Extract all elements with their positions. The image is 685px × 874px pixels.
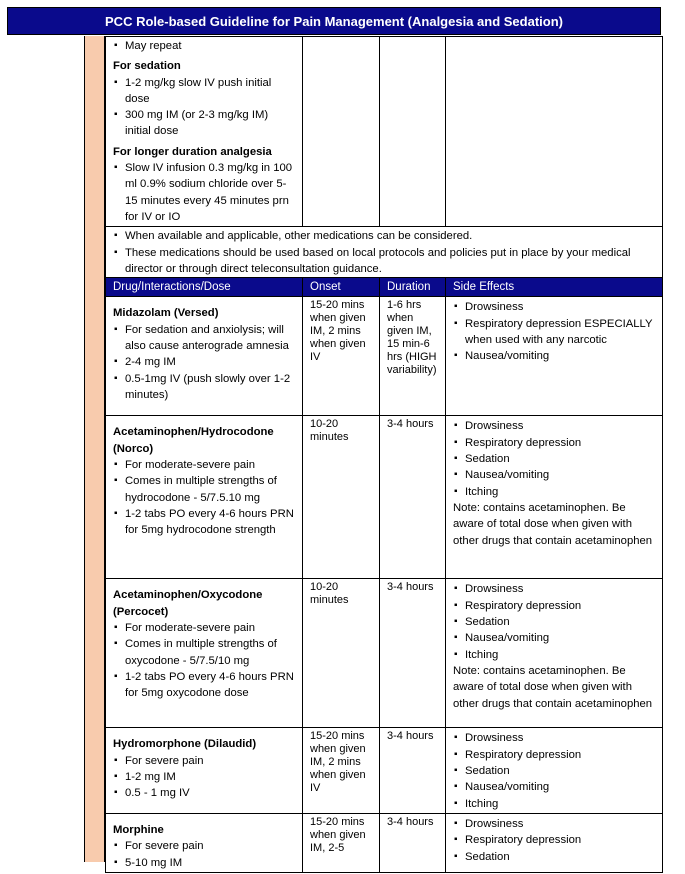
guideline-table: [105, 36, 663, 873]
header-side-effects: Side Effects: [446, 278, 663, 297]
list-item: ▪ 300 mg IM (or 2-3 mg/kg IM) initial dose: [125, 107, 296, 140]
dose-list: [113, 457, 296, 538]
side-effects-list: [453, 816, 656, 865]
list-item: ▪ For sedation and anxiolysis; will also cause anterograde amnesia: [125, 322, 296, 355]
list-item: ▪ Sedation: [465, 614, 656, 630]
role-color-band: [84, 36, 105, 862]
list-item: ▪ Drowsiness: [465, 730, 656, 746]
drug-cell: [106, 416, 303, 579]
drug-name: Acetaminophen/Oxycodone (Percocet): [113, 589, 263, 618]
table-row: [106, 728, 663, 813]
drug-cell: [106, 728, 303, 813]
list-item: ▪ 5-10 mg IM: [125, 855, 296, 871]
dose-list: [113, 753, 296, 802]
onset-cell: 15-20 mins when given IM, 2-5: [303, 813, 380, 872]
notes-cell: [106, 227, 663, 278]
side-effects-cell: [446, 297, 663, 416]
duration-cell: 3-4 hours: [380, 416, 446, 579]
list-item: ▪ Sedation: [465, 763, 656, 779]
list-item: ▪ Nausea/vomiting: [465, 348, 656, 364]
list-item: ▪ Sedation: [465, 451, 656, 467]
drug-cell: [106, 579, 303, 728]
dose-list: [113, 620, 296, 701]
list-item: ▪ Nausea/vomiting: [465, 779, 656, 795]
onset-cell: 10-20 minutes: [303, 416, 380, 579]
duration-cell: 3-4 hours: [380, 579, 446, 728]
longer-duration-list: [113, 160, 296, 225]
empty-cell: [303, 37, 380, 227]
list-item: ▪ Respiratory depression ESPECIALLY when used with any narcotic: [465, 316, 656, 349]
duration-cell: 3-4 hours: [380, 728, 446, 813]
header-duration: Duration: [380, 278, 446, 297]
list-item: ▪ Drowsiness: [465, 816, 656, 832]
header-onset: Onset: [303, 278, 380, 297]
list-item: ▪ Respiratory depression: [465, 598, 656, 614]
side-effects-list: [453, 299, 656, 364]
list-item: ▪ Slow IV infusion 0.3 mg/kg in 100 ml 0.9% sodium chloride over 5-15 minutes every 45 minutes prn for IV or IO: [125, 160, 296, 225]
list-item: ▪ Drowsiness: [465, 418, 656, 434]
dose-list: [113, 322, 296, 403]
empty-cell: [446, 37, 663, 227]
onset-cell: 10-20 minutes: [303, 579, 380, 728]
side-effects-note: Note: contains acetaminophen. Be aware of total dose when given with other drugs that contain acetaminophen: [453, 501, 653, 547]
list-item: ▪ For moderate-severe pain: [125, 620, 296, 636]
dose-list: [113, 838, 296, 871]
list-item: ▪ 1-2 mg IM: [125, 769, 296, 785]
drug-name: Midazolam (Versed): [113, 307, 219, 320]
note-item: ▪ When available and applicable, other medications can be considered.: [125, 228, 656, 244]
drug-cell: [106, 297, 303, 416]
empty-cell: [380, 37, 446, 227]
duration-cell: 1-6 hrs when given IM, 15 min-6 hrs (HIGH variability): [380, 297, 446, 416]
side-effects-cell: [446, 416, 663, 579]
list-item: ▪ 2-4 mg IM: [125, 354, 296, 370]
list-item: ▪ 0.5 - 1 mg IV: [125, 785, 296, 801]
onset-cell: 15-20 mins when given IM, 2 mins when given IV: [303, 728, 380, 813]
list-item: ▪ Respiratory depression: [465, 435, 656, 451]
header-drug: Drug/Interactions/Dose: [106, 278, 303, 297]
side-effects-list: [453, 581, 656, 662]
table-row: [106, 579, 663, 728]
list-item: ▪ Itching: [465, 484, 656, 500]
drug-name: Morphine: [113, 823, 164, 836]
notes-list: [113, 228, 656, 277]
continuation-dose-cell: [106, 37, 303, 227]
list-item: ▪ For severe pain: [125, 838, 296, 854]
list-item: ▪ 1-2 mg/kg slow IV push initial dose: [125, 75, 296, 108]
note-item: ▪ These medications should be used based on local protocols and policies put in place by your medical director or through direct teleconsultation guidance.: [125, 245, 656, 278]
drug-cell: [106, 813, 303, 872]
list-item: ▪ Comes in multiple strengths of oxycodone - 5/7.5/10 mg: [125, 636, 296, 669]
table-row: [106, 297, 663, 416]
list-item: ▪ For severe pain: [125, 753, 296, 769]
list-item: ▪ 1-2 tabs PO every 4-6 hours PRN for 5mg hydrocodone strength: [125, 506, 296, 539]
list-item: ▪ Nausea/vomiting: [465, 467, 656, 483]
notes-row: [106, 227, 663, 278]
list-item: ▪ Sedation: [465, 849, 656, 865]
list-item: ▪ May repeat: [125, 38, 296, 54]
side-effects-list: [453, 418, 656, 499]
side-effects-cell: [446, 579, 663, 728]
side-effects-list: [453, 730, 656, 811]
list-item: ▪ Nausea/vomiting: [465, 630, 656, 646]
list-item: ▪ Itching: [465, 647, 656, 663]
drug-name: Hydromorphone (Dilaudid): [113, 738, 257, 751]
list-item: ▪ Itching: [465, 796, 656, 812]
drug-name: Acetaminophen/Hydrocodone (Norco): [113, 426, 274, 455]
list-item: ▪ Respiratory depression: [465, 747, 656, 763]
continuation-row: [106, 37, 663, 227]
onset-cell: 15-20 mins when given IM, 2 mins when given IV: [303, 297, 380, 416]
list-item: ▪ 1-2 tabs PO every 4-6 hours PRN for 5mg oxycodone dose: [125, 669, 296, 702]
list-item: ▪ Respiratory depression: [465, 832, 656, 848]
sedation-heading: For sedation: [113, 60, 181, 73]
longer-duration-heading: For longer duration analgesia: [113, 145, 272, 158]
side-effects-cell: [446, 813, 663, 872]
side-effects-cell: [446, 728, 663, 813]
duration-cell: 3-4 hours: [380, 813, 446, 872]
list-item: ▪ Comes in multiple strengths of hydrocodone - 5/7.5.10 mg: [125, 473, 296, 506]
list-item: ▪ Drowsiness: [465, 581, 656, 597]
list-item: ▪ For moderate-severe pain: [125, 457, 296, 473]
table-row: [106, 813, 663, 872]
list-item: ▪ 0.5-1mg IV (push slowly over 1-2 minutes): [125, 371, 296, 404]
sedation-list: [113, 75, 296, 140]
page-title: PCC Role-based Guideline for Pain Management (Analgesia and Sedation): [7, 7, 661, 35]
side-effects-note: Note: contains acetaminophen. Be aware of total dose when given with other drugs that contain acetaminophen: [453, 664, 653, 710]
table-row: [106, 416, 663, 579]
table-header-row: [106, 278, 663, 297]
list-item: ▪ Drowsiness: [465, 299, 656, 315]
